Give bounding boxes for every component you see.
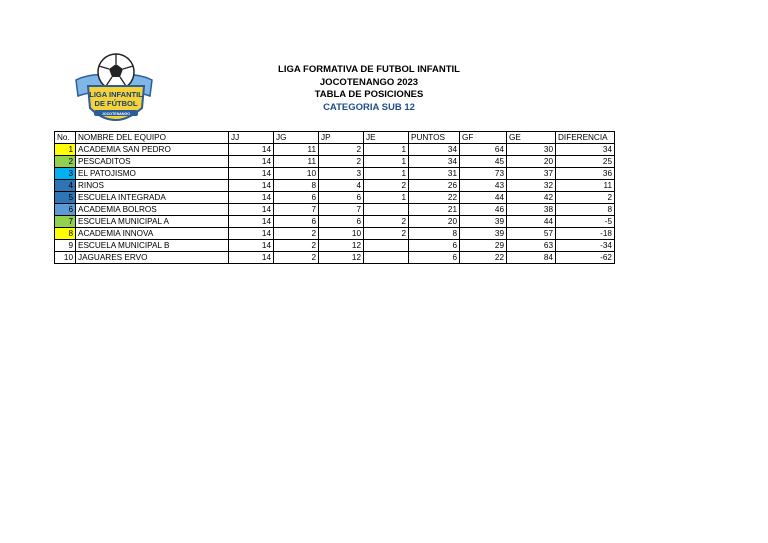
cell-points: 20: [409, 216, 460, 228]
cell-position: 9: [55, 240, 76, 252]
cell-jj: 14: [229, 168, 274, 180]
cell-jp: 3: [319, 168, 364, 180]
cell-difference: 11: [556, 180, 615, 192]
table-title: TABLA DE POSICIONES: [314, 89, 424, 100]
table-header-row: [55, 132, 615, 144]
col-header-no: No.: [55, 132, 76, 144]
cell-jj: 14: [229, 156, 274, 168]
cell-gf: 39: [460, 216, 507, 228]
cell-ge: 30: [507, 144, 556, 156]
table-row: [55, 216, 615, 228]
table-row: [55, 228, 615, 240]
document-header: [240, 64, 498, 114]
table-row: [55, 204, 615, 216]
table-row: [55, 240, 615, 252]
col-header-name: NOMBRE DEL EQUIPO: [76, 132, 229, 144]
cell-ge: 84: [507, 252, 556, 264]
cell-position: 6: [55, 204, 76, 216]
cell-gf: 64: [460, 144, 507, 156]
cell-points: 21: [409, 204, 460, 216]
cell-gf: 73: [460, 168, 507, 180]
cell-gf: 43: [460, 180, 507, 192]
cell-difference: -5: [556, 216, 615, 228]
cell-jj: 14: [229, 216, 274, 228]
cell-difference: -62: [556, 252, 615, 264]
cell-jj: 14: [229, 240, 274, 252]
logo-text-3: JOCOTENANGO: [101, 112, 131, 116]
cell-position: 5: [55, 192, 76, 204]
table-row: [55, 156, 615, 168]
cell-je: 1: [364, 144, 409, 156]
col-header-ge: GE: [507, 132, 556, 144]
cell-je: 2: [364, 228, 409, 240]
cell-difference: 25: [556, 156, 615, 168]
col-header-jj: JJ: [229, 132, 274, 144]
cell-team-name: ESCUELA MUNICIPAL A: [76, 216, 229, 228]
cell-jg: 2: [274, 240, 319, 252]
cell-ge: 63: [507, 240, 556, 252]
cell-gf: 46: [460, 204, 507, 216]
cell-jj: 14: [229, 204, 274, 216]
cell-jg: 8: [274, 180, 319, 192]
cell-jp: 2: [319, 156, 364, 168]
cell-gf: 22: [460, 252, 507, 264]
cell-position: 3: [55, 168, 76, 180]
cell-points: 26: [409, 180, 460, 192]
cell-je: [364, 204, 409, 216]
league-title: LIGA FORMATIVA DE FUTBOL INFANTIL: [278, 64, 460, 75]
table-row: [55, 168, 615, 180]
cell-team-name: ACADEMIA BOLROS: [76, 204, 229, 216]
logo-text-1: LIGA INFANTIL: [89, 90, 143, 99]
cell-jj: 14: [229, 180, 274, 192]
cell-je: 2: [364, 216, 409, 228]
cell-points: 31: [409, 168, 460, 180]
cell-points: 8: [409, 228, 460, 240]
soccer-ball-badge-icon: [72, 50, 156, 124]
standings-body: [55, 144, 615, 264]
cell-jp: 2: [319, 144, 364, 156]
cell-jj: 14: [229, 144, 274, 156]
cell-position: 4: [55, 180, 76, 192]
cell-jp: 12: [319, 240, 364, 252]
col-header-points: PUNTOS: [409, 132, 460, 144]
cell-team-name: EL PATOJISMO: [76, 168, 229, 180]
cell-jj: 14: [229, 252, 274, 264]
cell-je: 1: [364, 192, 409, 204]
season-title: JOCOTENANGO 2023: [319, 76, 419, 88]
cell-jg: 2: [274, 228, 319, 240]
cell-je: [364, 252, 409, 264]
cell-ge: 38: [507, 204, 556, 216]
col-header-difference: DIFERENCIA: [556, 132, 615, 144]
cell-position: 1: [55, 144, 76, 156]
cell-points: 34: [409, 144, 460, 156]
cell-points: 22: [409, 192, 460, 204]
table-row: [55, 192, 615, 204]
cell-jg: 10: [274, 168, 319, 180]
cell-points: 6: [409, 252, 460, 264]
col-header-jp: JP: [319, 132, 364, 144]
cell-jg: 6: [274, 216, 319, 228]
cell-team-name: RINOS: [76, 180, 229, 192]
cell-difference: 34: [556, 144, 615, 156]
cell-team-name: ACADEMIA INNOVA: [76, 228, 229, 240]
cell-difference: 36: [556, 168, 615, 180]
cell-ge: 32: [507, 180, 556, 192]
cell-team-name: ESCUELA INTEGRADA: [76, 192, 229, 204]
cell-jg: 6: [274, 192, 319, 204]
cell-position: 8: [55, 228, 76, 240]
cell-jp: 12: [319, 252, 364, 264]
col-header-je: JE: [364, 132, 409, 144]
cell-jp: 6: [319, 216, 364, 228]
cell-ge: 57: [507, 228, 556, 240]
cell-points: 6: [409, 240, 460, 252]
cell-position: 2: [55, 156, 76, 168]
cell-jg: 11: [274, 144, 319, 156]
cell-jg: 7: [274, 204, 319, 216]
cell-gf: 29: [460, 240, 507, 252]
col-header-jg: JG: [274, 132, 319, 144]
table-row: [55, 180, 615, 192]
cell-difference: -18: [556, 228, 615, 240]
cell-je: [364, 240, 409, 252]
cell-team-name: JAGUARES ERVO: [76, 252, 229, 264]
cell-jp: 7: [319, 204, 364, 216]
cell-ge: 37: [507, 168, 556, 180]
cell-je: 2: [364, 180, 409, 192]
cell-jj: 14: [229, 228, 274, 240]
cell-team-name: ACADEMIA SAN PEDRO: [76, 144, 229, 156]
cell-difference: 8: [556, 204, 615, 216]
table-row: [55, 144, 615, 156]
cell-ge: 44: [507, 216, 556, 228]
cell-jp: 4: [319, 180, 364, 192]
col-header-gf: GF: [460, 132, 507, 144]
cell-gf: 44: [460, 192, 507, 204]
cell-team-name: ESCUELA MUNICIPAL B: [76, 240, 229, 252]
cell-jg: 11: [274, 156, 319, 168]
cell-je: 1: [364, 168, 409, 180]
cell-ge: 20: [507, 156, 556, 168]
standings-table: [54, 131, 615, 264]
cell-difference: 2: [556, 192, 615, 204]
cell-position: 10: [55, 252, 76, 264]
cell-team-name: PESCADITOS: [76, 156, 229, 168]
cell-points: 34: [409, 156, 460, 168]
cell-gf: 39: [460, 228, 507, 240]
cell-gf: 45: [460, 156, 507, 168]
cell-ge: 42: [507, 192, 556, 204]
cell-jj: 14: [229, 192, 274, 204]
cell-jp: 10: [319, 228, 364, 240]
cell-jp: 6: [319, 192, 364, 204]
cell-difference: -34: [556, 240, 615, 252]
cell-position: 7: [55, 216, 76, 228]
category-title: CATEGORIA SUB 12: [323, 101, 415, 113]
league-logo: [72, 50, 156, 124]
table-row: [55, 252, 615, 264]
cell-jg: 2: [274, 252, 319, 264]
logo-text-2: DE FÚTBOL: [94, 99, 138, 108]
cell-je: 1: [364, 156, 409, 168]
